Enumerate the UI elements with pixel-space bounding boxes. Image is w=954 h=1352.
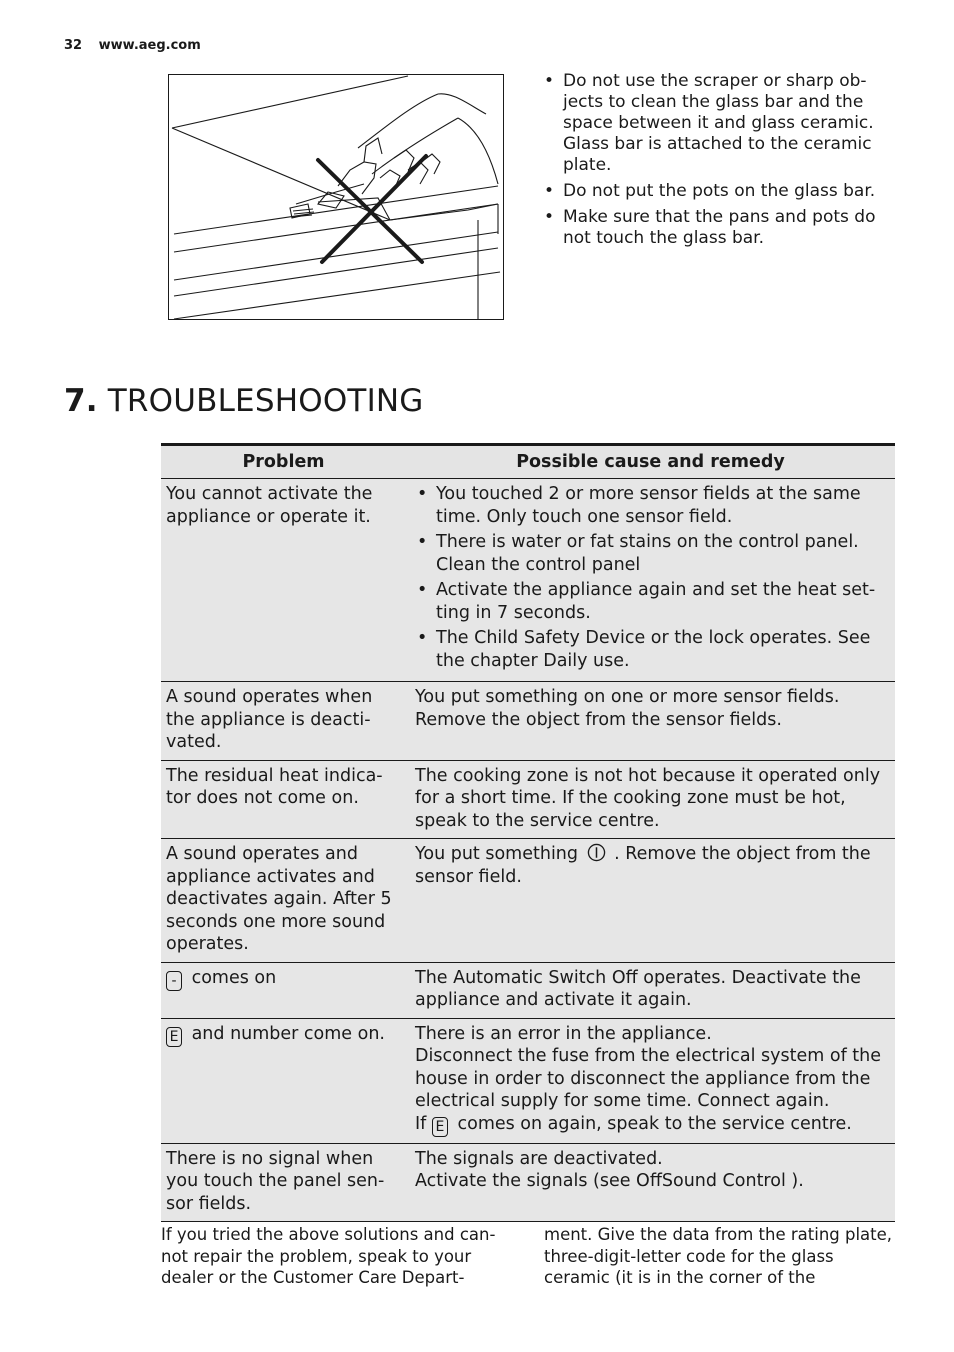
table-row — [161, 479, 895, 682]
page-number: 32 — [64, 38, 83, 53]
section-title: TROUBLESHOOTING — [107, 383, 424, 419]
cause-cell — [406, 479, 895, 682]
page-header — [64, 38, 201, 53]
cause-if-rest: comes on again, speak to the service centre. — [457, 1113, 852, 1134]
cause-cell: You put something on one or more sensor fields. Remove the object from the sensor fields. — [406, 682, 895, 761]
minus-display-symbol: - — [166, 971, 182, 991]
problem-cell: A sound operates when the appliance is deacti- vated. — [161, 682, 406, 761]
cause-line — [415, 1113, 889, 1137]
table-row — [161, 1018, 895, 1143]
column-header-cause: Possible cause and remedy — [406, 445, 895, 479]
cause-line: Disconnect the fuse from the electrical system of the house in order to disconnect the appliance from the electrical supply for some time. Connect again. — [415, 1046, 882, 1111]
glass-bar-warnings — [542, 71, 887, 254]
troubleshooting-table — [161, 443, 895, 1222]
problem-cell: A sound operates and appliance activates and deactivates again. After 5 seconds one more sound operates. — [161, 839, 406, 963]
footer-text-left: If you tried the above solutions and can- not repair the problem, speak to your dealer or the Customer Care Depart- — [161, 1225, 496, 1287]
problem-cell — [161, 962, 406, 1018]
problem-text: comes on — [191, 967, 277, 988]
cause-cell: The cooking zone is not hot because it operated only for a short time. If the cooking zone must be hot, speak to the service centre. — [406, 760, 895, 839]
cause-line: The signals are deactivated. — [415, 1148, 663, 1169]
error-display-symbol: E — [432, 1117, 448, 1137]
cause-item: • You touched 2 or more sensor fields at the same time. Only touch one sensor field. — [415, 483, 889, 528]
scraper-warning-illustration — [168, 74, 504, 320]
table-row — [161, 1143, 895, 1222]
cause-line: There is an error in the appliance. — [415, 1023, 712, 1044]
section-number: 7. — [64, 383, 98, 419]
warning-item: • Make sure that the pans and pots do not touch the glass bar. — [542, 207, 887, 249]
cause-item: • There is water or fat stains on the control panel. Clean the control panel — [415, 531, 889, 576]
column-header-problem: Problem — [161, 445, 406, 479]
table-row — [161, 839, 895, 963]
cause-text-before: You put something — [415, 844, 579, 864]
table-row — [161, 682, 895, 761]
cause-if: If — [415, 1113, 427, 1134]
footer-text-right: ment. Give the data from the rating plate, three-digit-letter code for the glass ceramic (it is in the corner of the — [544, 1225, 893, 1287]
cause-line: Activate the signals (see OffSound Control ). — [415, 1171, 804, 1191]
cause-text-after: . Remove the object from the sensor field. — [415, 844, 871, 887]
cause-cell: The Automatic Switch Off operates. Deactivate the appliance and activate it again. — [406, 962, 895, 1018]
site-url: www.aeg.com — [98, 38, 201, 53]
power-icon — [587, 843, 606, 862]
cause-list — [415, 483, 889, 672]
cause-cell — [406, 1018, 895, 1143]
warning-item: • Do not put the pots on the glass bar. — [542, 181, 887, 202]
cause-cell — [406, 1143, 895, 1222]
table-header-row — [161, 445, 895, 479]
table-row — [161, 760, 895, 839]
cause-cell — [406, 839, 895, 963]
problem-cell: You cannot activate the appliance or operate it. — [161, 479, 406, 682]
cause-item: • Activate the appliance again and set the heat set- ting in 7 seconds. — [415, 579, 889, 624]
table-row — [161, 962, 895, 1018]
error-display-symbol: E — [166, 1027, 182, 1047]
cause-item: • The Child Safety Device or the lock operates. See the chapter Daily use. — [415, 627, 889, 672]
problem-cell: The residual heat indica- tor does not come on. — [161, 760, 406, 839]
warning-item: • Do not use the scraper or sharp ob- jects to clean the glass bar and the space between it and glass ceramic. Glass bar is attached to the ceramic plate. — [542, 71, 887, 176]
problem-cell — [161, 1018, 406, 1143]
section-heading — [64, 383, 424, 419]
problem-cell: There is no signal when you touch the panel sen- sor fields. — [161, 1143, 406, 1222]
problem-text: and number come on. — [191, 1023, 385, 1044]
